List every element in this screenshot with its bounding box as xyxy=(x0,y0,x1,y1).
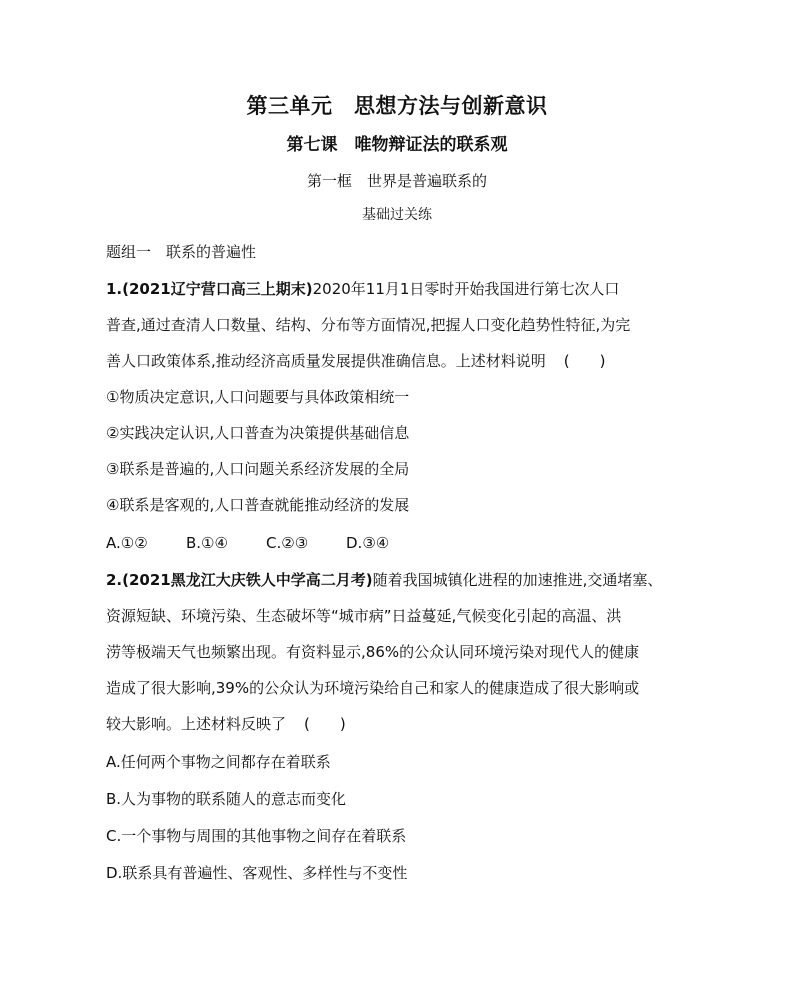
q1-number: 1. xyxy=(106,280,123,298)
group-title: 题组一 联系的普遍性 xyxy=(106,243,257,261)
unit-title: 第三单元 思想方法与创新意识 xyxy=(246,94,548,118)
q2-answer-paren: ( ) xyxy=(304,715,346,733)
q1-statement-4: ④联系是客观的,人口普查就能推动经济的发展 xyxy=(106,496,410,514)
q1-choice-d[interactable]: D.③④ xyxy=(346,534,390,552)
q2-line-4: 造成了很大影响,39%的公众认为环境污染给自己和家人的健康造成了很大影响或 xyxy=(106,679,640,697)
q1-statement-3: ③联系是普遍的,人口问题关系经济发展的全局 xyxy=(106,460,410,478)
lesson-title: 第七课 唯物辩证法的联系观 xyxy=(286,135,508,155)
q1-text-3: 善人口政策体系,推动经济高质量发展提供准确信息。上述材料说明 xyxy=(106,352,546,370)
q1-statement-1: ①物质决定意识,人口问题要与具体政策相统一 xyxy=(106,388,410,406)
q2-option-c[interactable]: C.一个事物与周围的其他事物之间存在着联系 xyxy=(106,827,407,845)
q1-source: (2021辽宁营口高三上期末) xyxy=(122,280,313,298)
q2-line-3: 涝等极端天气也频繁出现。有资料显示,86%的公众认同环境污染对现代人的健康 xyxy=(106,643,640,661)
q2-line-2: 资源短缺、环境污染、生态破坏等“城市病”日益蔓延,气候变化引起的高温、洪 xyxy=(106,607,622,625)
q2-source: (2021黑龙江大庆铁人中学高二月考) xyxy=(122,571,373,589)
q1-choice-a[interactable]: A.①② xyxy=(106,534,148,552)
q1-line-2: 普查,通过查清人口数量、结构、分布等方面情况,把握人口变化趋势性特征,为完 xyxy=(106,316,631,334)
q1-answer-paren: ( ) xyxy=(563,352,606,370)
q1-line-3 xyxy=(106,351,606,371)
q1-line-1 xyxy=(106,279,619,299)
frame-title: 第一框 世界是普遍联系的 xyxy=(306,172,487,190)
q1-statement-2: ②实践决定认识,人口普查为决策提供基础信息 xyxy=(106,424,410,442)
q2-number: 2. xyxy=(106,571,123,589)
section-title: 基础过关练 xyxy=(362,207,432,223)
q1-text-1: 2020年11月1日零时开始我国进行第七次人口 xyxy=(312,280,620,298)
q1-choice-b[interactable]: B.①④ xyxy=(186,534,228,552)
q2-option-a[interactable]: A.任何两个事物之间都存在着联系 xyxy=(106,753,331,771)
q2-line-5 xyxy=(106,714,346,734)
q2-line-1 xyxy=(106,570,662,590)
q2-option-b[interactable]: B.人为事物的联系随人的意志而变化 xyxy=(106,790,347,808)
q1-choice-c[interactable]: C.②③ xyxy=(266,534,309,552)
q2-option-d[interactable]: D.联系具有普遍性、客观性、多样性与不变性 xyxy=(106,864,408,882)
q1-choices xyxy=(106,533,426,553)
q2-text-5: 较大影响。上述材料反映了 xyxy=(106,715,287,733)
q2-text-1: 随着我国城镇化进程的加速推进,交通堵塞、 xyxy=(372,571,663,589)
